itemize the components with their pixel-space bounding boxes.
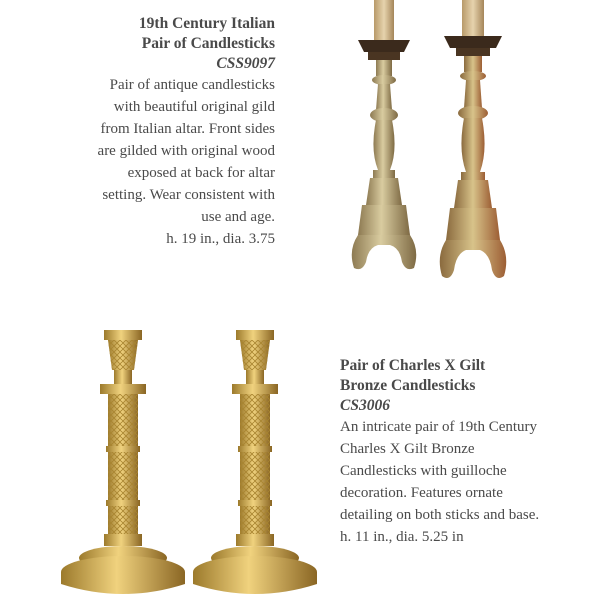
description-line: are gilded with original wood [97,143,275,159]
product-entry-charles-x-candlesticks [340,356,570,548]
product-sku: CS3006 [340,397,390,414]
description-line: Charles X Gilt Bronze [340,441,475,457]
right-altar-candlestick [440,0,507,278]
description-line: decoration. Features ornate [340,485,503,501]
left-bronze-candlestick [61,330,185,594]
product-title-line1: 19th Century Italian [138,15,275,32]
description-line: Candlesticks with guilloche [340,463,507,479]
description-line: with beautiful original gild [113,99,275,115]
description-line: setting. Wear consistent with [102,187,275,203]
description-line: from Italian altar. Front sides [100,121,275,137]
product-description [60,74,275,228]
product-entry-italian-candlesticks [60,14,275,250]
product-sku: CSS9097 [216,55,275,72]
italian-altar-candlesticks-image [340,0,530,295]
product-dimensions: h. 11 in., dia. 5.25 in [340,529,464,545]
product-title-line2: Bronze Candlesticks [340,377,476,394]
description-line: exposed at back for altar [127,165,275,181]
product-title-line1: Pair of Charles X Gilt [340,357,486,374]
right-bronze-candlestick [193,330,317,594]
description-line: An intricate pair of 19th Century [340,419,538,435]
product-dimensions: h. 19 in., dia. 3.75 [166,231,275,247]
description-line: Pair of antique candlesticks [109,77,275,93]
description-line: use and age. [201,209,275,225]
product-title-line2: Pair of Candlesticks [141,35,275,52]
product-description [340,416,570,526]
left-altar-candlestick [352,0,417,269]
charles-x-bronze-candlesticks-image [60,328,330,600]
description-line: detailing on both sticks and base. [340,507,540,523]
